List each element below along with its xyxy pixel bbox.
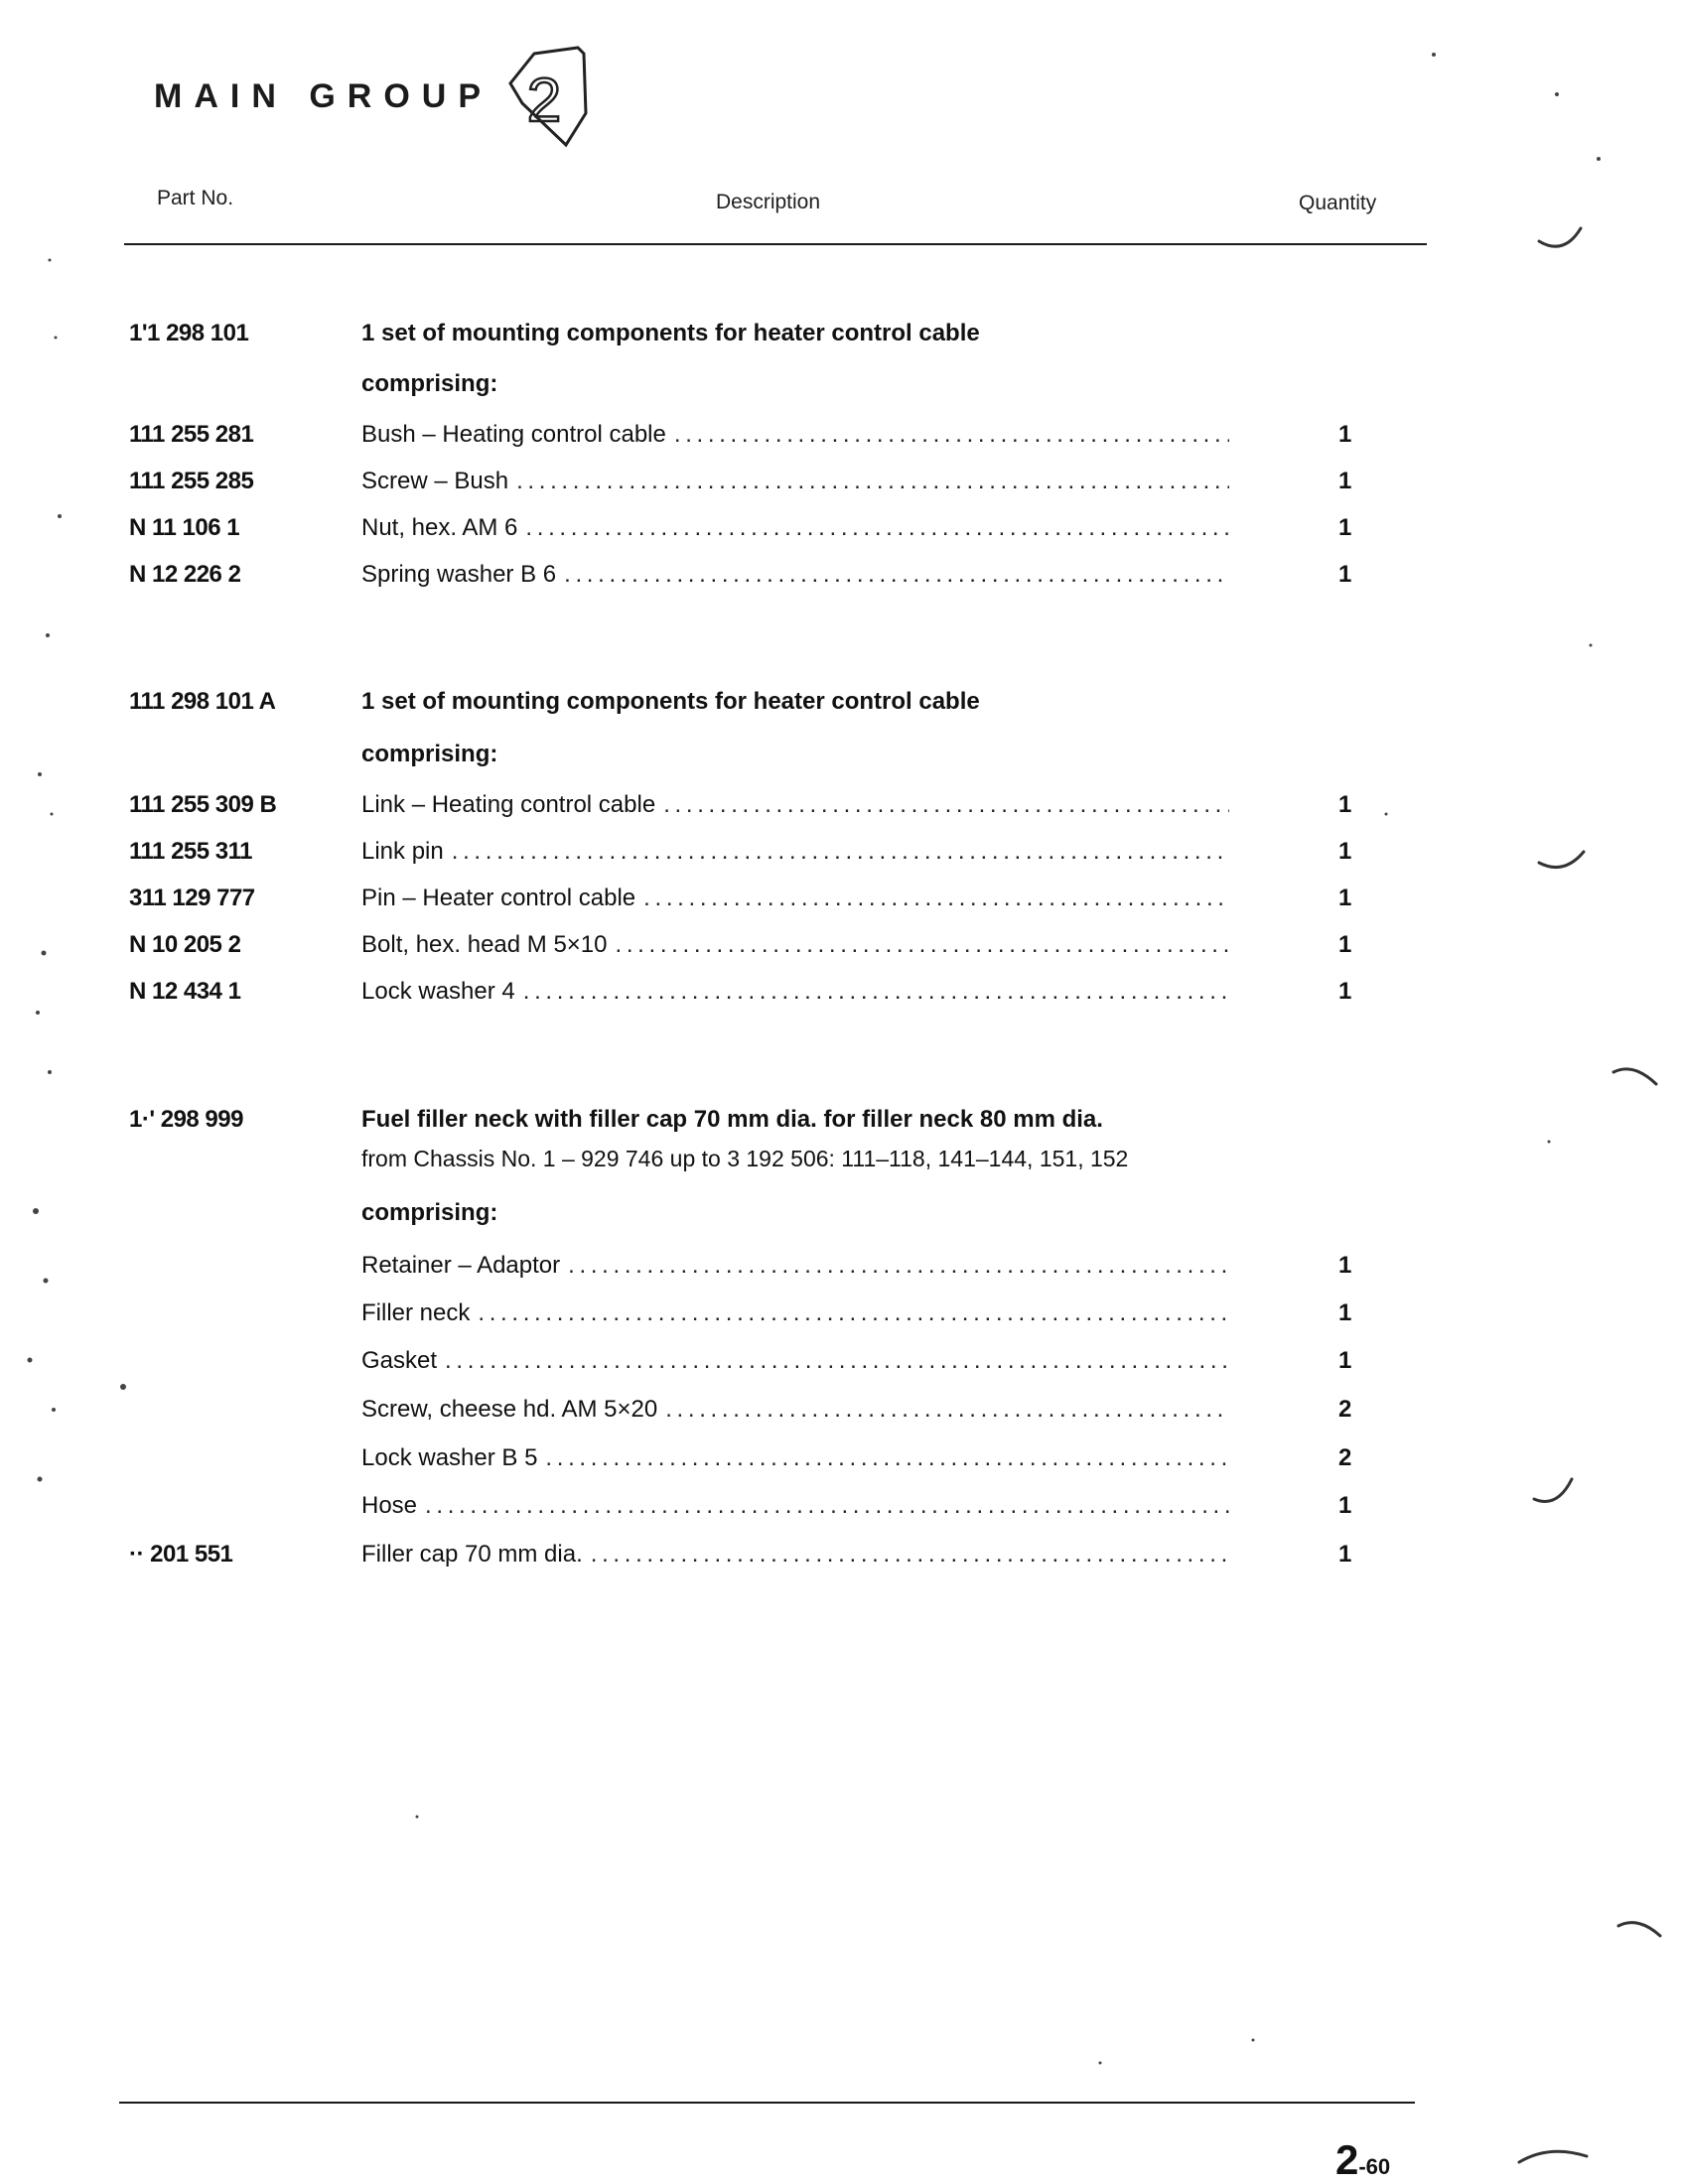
part-row xyxy=(0,421,1681,461)
part-row xyxy=(0,978,1681,1018)
part-description: Link pin xyxy=(361,838,444,865)
dot-leader xyxy=(516,468,1229,495)
dot-leader xyxy=(568,1252,1229,1280)
column-header-part-no: Part No. xyxy=(157,187,234,209)
part-quantity: 1 xyxy=(1338,1299,1352,1326)
footer-rule xyxy=(119,2102,1415,2104)
part-number: 111 255 309 B xyxy=(129,791,277,818)
part-description: Lock washer B 5 xyxy=(361,1444,538,1471)
column-header-description: Description xyxy=(716,191,821,213)
section-heading-row xyxy=(0,320,1681,359)
part-quantity: 1 xyxy=(1338,791,1352,818)
part-description: Filler cap 70 mm dia. xyxy=(361,1541,583,1568)
dot-leader xyxy=(478,1299,1229,1327)
part-row xyxy=(0,931,1681,971)
group-number: 2 xyxy=(526,67,562,135)
part-description: Bolt, hex. head M 5×10 xyxy=(361,931,608,958)
set-description: 1 set of mounting components for heater control cable xyxy=(361,320,980,346)
part-quantity: 1 xyxy=(1338,468,1352,494)
comprising-label: comprising: xyxy=(361,370,498,397)
page-number-main: 2 xyxy=(1335,2136,1359,2183)
main-group-title: MAIN GROUP xyxy=(154,77,492,115)
part-quantity: 1 xyxy=(1338,885,1352,911)
part-description: Screw – Bush xyxy=(361,468,509,494)
part-number: N 11 106 1 xyxy=(129,514,240,541)
dot-leader xyxy=(525,514,1229,542)
part-quantity: 1 xyxy=(1338,561,1352,588)
part-row xyxy=(0,514,1681,554)
part-description: Hose xyxy=(361,1492,418,1519)
part-quantity: 1 xyxy=(1338,514,1352,541)
part-row xyxy=(0,1444,1681,1484)
part-number: 1'1 298 101 xyxy=(129,320,249,346)
part-row xyxy=(0,791,1681,831)
dot-leader xyxy=(452,838,1229,866)
part-quantity: 2 xyxy=(1338,1396,1352,1423)
part-quantity: 1 xyxy=(1338,978,1352,1005)
dot-leader xyxy=(616,931,1230,959)
dot-leader xyxy=(674,421,1229,449)
chassis-note-row xyxy=(0,1146,1681,1185)
dot-leader xyxy=(523,978,1229,1006)
set-description: 1 set of mounting components for heater control cable xyxy=(361,688,980,715)
part-number: 311 129 777 xyxy=(129,885,255,911)
part-description: Pin – Heater control cable xyxy=(361,885,636,911)
set-description: Fuel filler neck with filler cap 70 mm dia. for filler neck 80 mm dia. xyxy=(361,1106,1103,1133)
part-number: N 10 205 2 xyxy=(129,931,241,958)
punch-hole-mark xyxy=(1618,1923,1660,1936)
dot-leader xyxy=(564,561,1229,589)
part-quantity: 1 xyxy=(1338,838,1352,865)
comprising-label-row xyxy=(0,1199,1681,1239)
chassis-range-note: from Chassis No. 1 – 929 746 up to 3 192 506: 111–118, 141–144, 151, 152 xyxy=(361,1146,1129,1171)
part-description: Bush – Heating control cable xyxy=(361,421,666,448)
section-heading-row xyxy=(0,688,1681,728)
punch-hole-mark xyxy=(1539,228,1581,246)
part-description: Screw, cheese hd. AM 5×20 xyxy=(361,1396,658,1423)
part-row xyxy=(0,1347,1681,1387)
header-rule xyxy=(124,243,1427,245)
part-row xyxy=(0,1396,1681,1435)
part-number: 111 298 101 A xyxy=(129,688,276,715)
comprising-label: comprising: xyxy=(361,1199,498,1226)
dot-leader xyxy=(445,1347,1229,1375)
part-row xyxy=(0,885,1681,924)
comprising-label-row xyxy=(0,741,1681,780)
part-number: 111 255 281 xyxy=(129,421,254,448)
part-quantity: 1 xyxy=(1338,931,1352,958)
section-heading-row xyxy=(0,1106,1681,1146)
dot-leader xyxy=(643,885,1229,912)
page-number-sub: -60 xyxy=(1358,2154,1391,2179)
part-description: Retainer – Adaptor xyxy=(361,1252,561,1279)
part-description: Gasket xyxy=(361,1347,438,1374)
part-number: N 12 434 1 xyxy=(129,978,241,1005)
part-description: Filler neck xyxy=(361,1299,471,1326)
part-number: N 12 226 2 xyxy=(129,561,241,588)
dot-leader xyxy=(425,1492,1229,1520)
group-number-badge xyxy=(504,44,588,155)
part-number: 111 255 311 xyxy=(129,838,252,865)
part-description: Lock washer 4 xyxy=(361,978,515,1005)
dot-leader xyxy=(665,1396,1229,1424)
part-number: ·· 201 551 xyxy=(129,1541,233,1568)
comprising-label-row xyxy=(0,370,1681,410)
column-header-quantity: Quantity xyxy=(1299,192,1377,214)
part-row xyxy=(0,1541,1681,1580)
part-quantity: 1 xyxy=(1338,1347,1352,1374)
part-quantity: 1 xyxy=(1338,421,1352,448)
punch-hole-mark xyxy=(1519,2151,1587,2162)
part-description: Nut, hex. AM 6 xyxy=(361,514,518,541)
part-number: 111 255 285 xyxy=(129,468,254,494)
comprising-label: comprising: xyxy=(361,741,498,767)
punch-hole-mark xyxy=(1613,1069,1656,1084)
dot-leader xyxy=(663,791,1229,819)
part-quantity: 1 xyxy=(1338,1541,1352,1568)
part-row xyxy=(0,1299,1681,1339)
part-description: Spring washer B 6 xyxy=(361,561,557,588)
part-row xyxy=(0,468,1681,507)
part-row xyxy=(0,561,1681,601)
part-row xyxy=(0,838,1681,878)
part-row xyxy=(0,1492,1681,1532)
page-number xyxy=(1335,2136,1390,2184)
part-number: 1·' 298 999 xyxy=(129,1106,243,1133)
part-description: Link – Heating control cable xyxy=(361,791,656,818)
dot-leader xyxy=(591,1541,1229,1569)
part-row xyxy=(0,1252,1681,1292)
part-quantity: 1 xyxy=(1338,1252,1352,1279)
part-quantity: 2 xyxy=(1338,1444,1352,1471)
part-quantity: 1 xyxy=(1338,1492,1352,1519)
dot-leader xyxy=(545,1444,1229,1472)
